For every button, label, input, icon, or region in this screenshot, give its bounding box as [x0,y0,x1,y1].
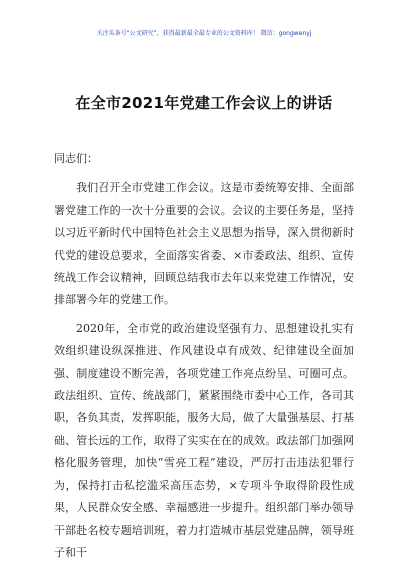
document-title: 在全市2021年党建工作会议上的讲话 [75,94,333,112]
document-body [54,148,354,570]
header-promo-note: 关注头条号“公文研究”，获得最新最全最专业的公文资料库！ 微信：gongwenyj [96,30,312,37]
paragraph-2: 2020年，全市党的政治建设坚强有力、思想建设扎实有效组织建设纵深推进、作风建设卓有成效、纪律建设全面加强、制度建设不断完善，各项党建工作亮点纷呈、可圈可点。政法组织、宣传、统战部门，紧紧围绕市委中心工作，各司其职，各负其责，发挥职能，服务大局，做了大量强基层、打基础、管长远的工作，取得了实实在在的成效。政法部门加强网格化服务管理，加快“雪亮工程”建设，严厉打击违法犯罪行为，保持打击私挖滥采高压态势，×专项斗争取得阶段性成果，人民群众安全感、幸福感进一步提升。组织部门举办领导干部赴名校专题培训班，着力打造城市基层党建品牌，领导班子和干 [54,321,354,559]
paragraph-1: 我们召开全市党建工作会议。这是市委统筹安排、全面部署党建工作的一次十分重要的会议。会议的主要任务是，坚持以习近平新时代中国特色社会主义思想为指导，深入贯彻新时代党的建设总要求，全面落实省委、×市委政法、组织、宣传统战工作会议精神，回顾总结我市去年以来党建工作情况，安排部署今年的党建工作。 [54,181,354,307]
greeting: 同志们： [54,152,98,165]
